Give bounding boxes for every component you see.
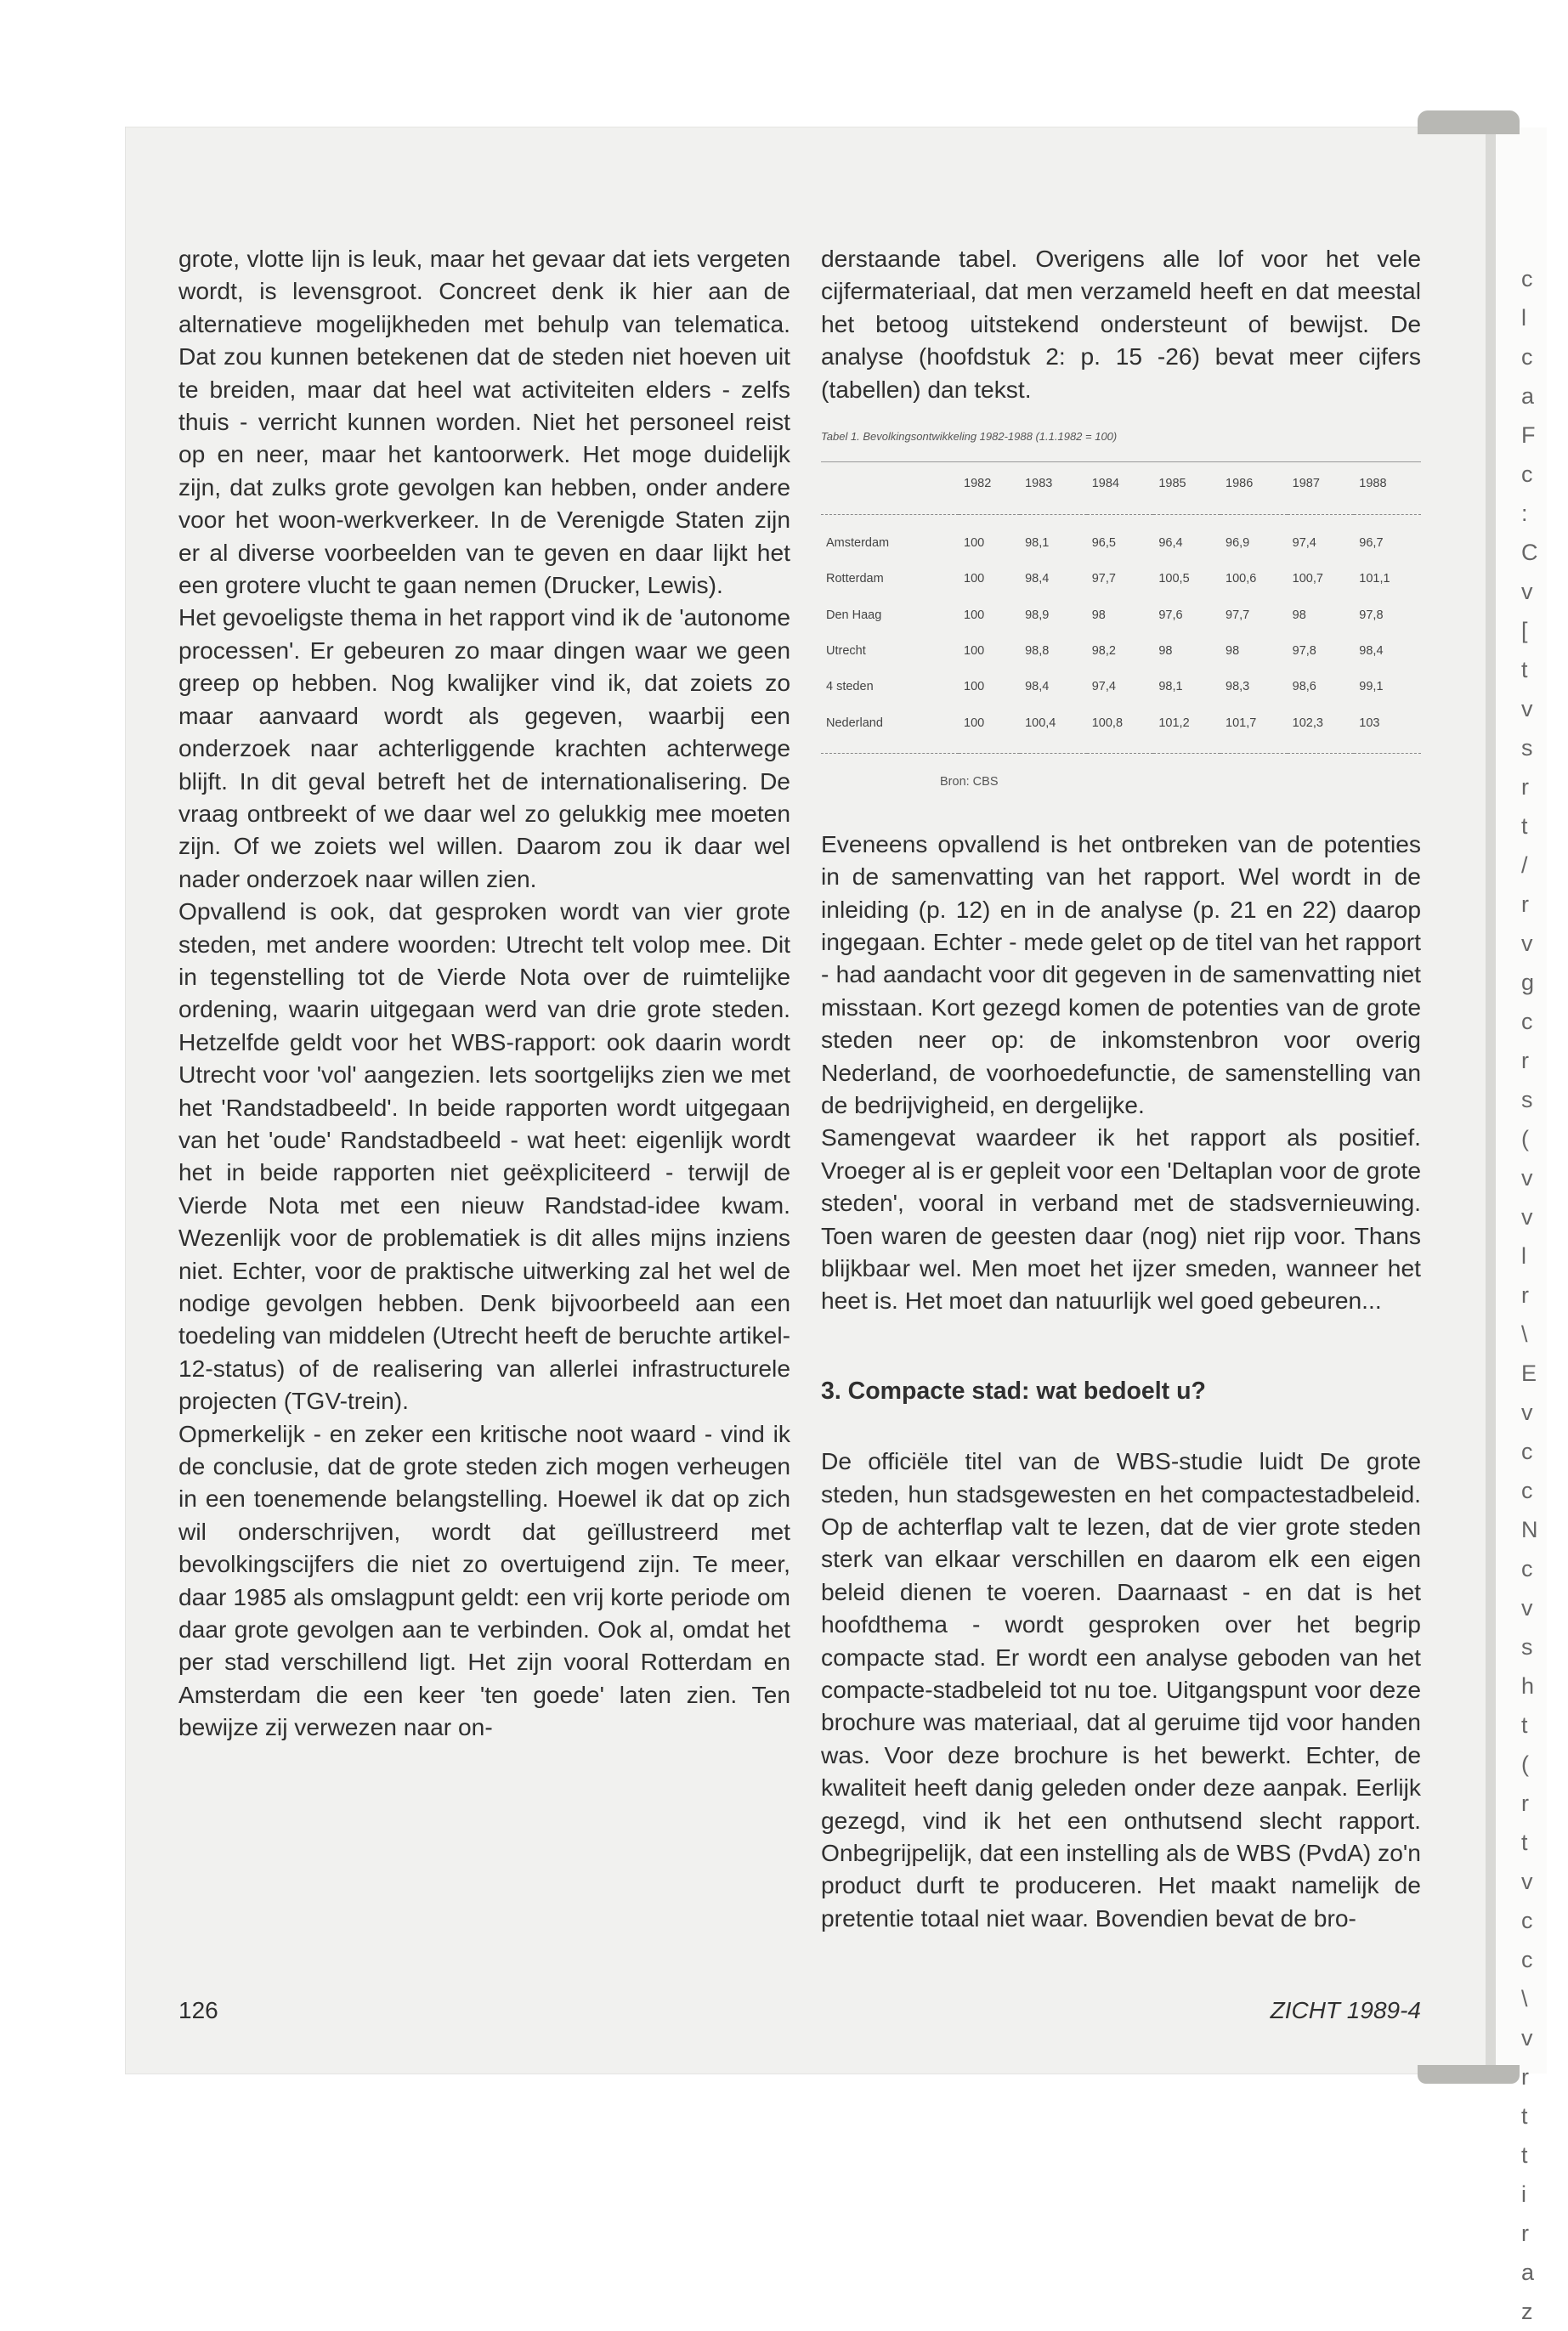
table-cell: 98 (1091, 608, 1106, 622)
margin-letter: r (1521, 2221, 1529, 2246)
margin-letter: t (1521, 2142, 1528, 2168)
table-cell: 102,3 (1288, 705, 1355, 754)
table-cell: Nederland (821, 705, 959, 754)
table-cell: 98,2 (1091, 644, 1116, 659)
table-cell: 98,3 (1226, 680, 1250, 694)
next-page-margin-text (1521, 259, 1538, 2331)
margin-letter: v (1521, 1869, 1533, 1894)
margin-letter: v (1521, 1400, 1533, 1425)
margin-letter: c (1521, 344, 1533, 370)
table-cell: Utrecht (826, 644, 866, 659)
margin-letter: r (1521, 2064, 1529, 2090)
table-row (821, 705, 1421, 754)
margin-letter: ( (1521, 1126, 1529, 1151)
margin-letter: c (1521, 1478, 1533, 1503)
table-cell: 100,5 (1158, 572, 1190, 586)
margin-letter: s (1521, 735, 1533, 761)
margin-letter: l (1521, 305, 1526, 331)
margin-letter: r (1521, 1791, 1529, 1816)
table-cell: 98 (1292, 608, 1306, 622)
table-header-cell (821, 462, 959, 514)
margin-letter: t (1521, 1830, 1528, 1855)
paragraph: Opmerkelijk - en zeker een kritische noot waard - vind ik de conclusie, dat de grote steden zich mogen verheugen in een toenemende belangstelling. Hoewel ik dat op zich wil onderschrijven, wordt dat geïllustreerd met bevolkingscijfers die niet zo overtuigend zijn. Te meer, daar 1985 als omslagpunt geldt: een vrij korte periode om daar grote gevolgen aan te verbinden. Ook al, omdat het per stad verschillend ligt. Het zijn vooral Rotterdam en Amsterdam die een keer 'ten goede' laten zien. Ten bewijze zij verwezen naar on- (178, 1419, 790, 1741)
margin-letter: \ (1521, 1986, 1528, 2011)
table-cell: 101,7 (1220, 705, 1288, 754)
margin-letter: v (1521, 2025, 1533, 2051)
table-cell: 4 steden (826, 680, 874, 694)
table-cell: 100 (964, 608, 985, 622)
margin-letter: c (1521, 1439, 1533, 1464)
running-footer: ZICHT 1989-4 (1270, 1997, 1421, 2023)
table-cell: 100 (964, 572, 985, 586)
margin-letter: v (1521, 1204, 1533, 1230)
table-header-cell: 1984 (1087, 462, 1154, 514)
table-row (821, 514, 1421, 561)
table-cell: 100,8 (1087, 705, 1154, 754)
margin-letter: c (1521, 1908, 1533, 1933)
paragraph: Samengevat waardeer ik het rapport als positief. Vroeger al is er gepleit voor een 'Deltaplan voor de grote steden', vooral in verband met de stadsvernieuwing. Toen waren de geesten daar (nog) niet rijp voor. Thans blijkbaar wel. Men moet het ijzer smeden, wanneer het heet is. Het moet dan natuurlijk wel goed gebeuren... (821, 1123, 1421, 1315)
table-cell: 97,7 (1091, 572, 1116, 586)
table-cell: 100,7 (1292, 572, 1323, 586)
table-cell: 100 (964, 680, 985, 694)
margin-letter: c (1521, 1009, 1533, 1034)
margin-letter: / (1521, 852, 1528, 878)
table-cell: 99,1 (1359, 680, 1384, 694)
margin-letter: t (1521, 2103, 1528, 2129)
table-cell: 101,2 (1153, 705, 1220, 754)
paragraph: Eveneens opvallend is het ontbreken van de potenties in de samenvatting van het rapport. Wel wordt in de inleiding (p. 12) en in de analyse (p. 21 en 22) daarop ingegaan. Echter - mede gelet op de titel van het rapport - had aandacht voor dit gegeven in de samenvatting niet misstaan. Kort gezegd komen de potenties van de grote steden neer op: de inkomstenbron voor overig Nederland, de voorhoedefunctie, de samenstelling van de bedrijvigheid, en dergelijke. (821, 829, 1421, 1118)
table-cell: 96,4 (1158, 535, 1183, 550)
table-cell: Rotterdam (826, 572, 884, 586)
table-row (821, 597, 1421, 633)
table-cell: 100 (964, 535, 985, 550)
binding-bottom (1418, 2065, 1520, 2084)
table-cell: 98,4 (1025, 572, 1050, 586)
margin-letter: a (1521, 383, 1535, 409)
table-cell: 98,1 (1158, 680, 1183, 694)
margin-letter: v (1521, 931, 1533, 956)
margin-letter: r (1521, 1282, 1529, 1308)
margin-letter: r (1521, 1048, 1529, 1073)
table-header-cell: 1987 (1288, 462, 1355, 514)
right-column (821, 242, 1421, 1934)
table-header-row (821, 462, 1421, 514)
population-table (821, 461, 1421, 754)
section-heading: 3. Compacte stad: wat bedoelt u? (821, 1377, 1206, 1405)
table-cell: 103 (1354, 705, 1421, 754)
margin-letter: F (1521, 422, 1536, 448)
table-cell: 98 (1158, 644, 1173, 659)
table-row (821, 633, 1421, 669)
table-cell: 98 (1226, 644, 1240, 659)
table-cell: Den Haag (826, 608, 882, 622)
table-header-cell: 1982 (959, 462, 1020, 514)
table-cell: 98,4 (1359, 644, 1384, 659)
table-cell: 100 (959, 705, 1020, 754)
margin-letter: i (1521, 2181, 1526, 2207)
binding-top (1418, 110, 1520, 134)
margin-letter: v (1521, 579, 1533, 604)
table-cell: 97,7 (1226, 608, 1250, 622)
table-cell: 100,6 (1226, 572, 1257, 586)
margin-letter: r (1521, 774, 1529, 800)
table-row (821, 561, 1421, 597)
table-cell: 100 (964, 644, 985, 659)
table-cell: 100,4 (1020, 705, 1087, 754)
margin-letter: s (1521, 1087, 1533, 1112)
margin-letter: v (1521, 1595, 1533, 1621)
margin-letter: c (1521, 1947, 1533, 1972)
table-cell: 96,9 (1226, 535, 1250, 550)
table-cell: 98,6 (1292, 680, 1316, 694)
page-edge (1486, 127, 1496, 2074)
paragraph: Opvallend is ook, dat gesproken wordt van vier grote steden, met andere woorden: Utrecht telt volop mee. Dit in tegenstelling tot de Vierde Nota over de ruimtelijke ordening, waarin uitgegaan werd van drie grote steden. Hetzelfde geldt voor het WBS-rapport: ook daarin wordt Utrecht voor 'vol' aangezien. Iets soortgelijks zien we met het 'Randstadbeeld'. In beide rapporten wordt uitgegaan van het 'oude' Randstadbeeld - wat heet: eigenlijk wordt het in beide rapporten niet geëxpliciteerd - terwijl de Vierde Nota met een nieuw Randstad-idee kwam. Wezenlijk voor de problematiek is dit alles mijns inziens niet. Echter, voor de praktische uitwerking zal het wel de nodige gevolgen hebben. Denk bijvoorbeeld aan een toedeling van middelen (Utrecht heeft de beruchte artikel-12-status) of de realisering van allerlei infrastructurele projecten (TGV-trein). (178, 897, 790, 1415)
table-cell: 96,7 (1359, 535, 1384, 550)
margin-letter: t (1521, 813, 1528, 839)
margin-letter: c (1521, 1556, 1533, 1581)
table-cell: 97,8 (1292, 644, 1316, 659)
table-cell: 97,6 (1158, 608, 1183, 622)
paragraph: De officiële titel van de WBS-studie luidt De grote steden, hun stadsgewesten en het compactestadbeleid. Op de achterflap valt te lezen, dat de vier grote steden sterk van elkaar verschillen en daarom elk een eigen beleid dienen te voeren. Daarnaast - en dat is het hoofdthema - wordt gesproken over het begrip compacte stad. Er wordt een analyse geboden van het compacte-stadbeleid tot nu toe. Uitgangspunt voor deze brochure was materiaal, dat al geruime tijd voor handen was. Voor deze brochure is het bewerkt. Echter, de kwaliteit heeft danig geleden onder deze aanpak. Eerlijk gezegd, vind ik het een onthutsend slecht rapport. Onbegrijpelijk, dat een instelling als de WBS (PvdA) zo'n product durft te produceren. Het maakt namelijk de pretentie totaal niet waar. Bovendien bevat de bro- (821, 1447, 1421, 1932)
margin-letter: N (1521, 1517, 1538, 1542)
table-cell: 98,4 (1025, 680, 1050, 694)
table-cell: 98,8 (1025, 644, 1050, 659)
margin-letter: C (1521, 540, 1538, 565)
margin-letter: : (1521, 501, 1528, 526)
margin-letter: ( (1521, 1751, 1529, 1777)
page-number: 126 (178, 1997, 218, 2023)
margin-letter: E (1521, 1361, 1537, 1386)
table-cell: 98,9 (1025, 608, 1050, 622)
margin-letter: [ (1521, 618, 1528, 643)
table-row (821, 669, 1421, 704)
table-cell: 97,4 (1292, 535, 1316, 550)
table-cell: 101,1 (1359, 572, 1390, 586)
table-cell: Amsterdam (826, 535, 890, 550)
table-header-cell: 1988 (1354, 462, 1421, 514)
margin-letter: t (1521, 1712, 1528, 1738)
margin-letter: a (1521, 2260, 1535, 2285)
paragraph: grote, vlotte lijn is leuk, maar het gevaar dat iets vergeten wordt, is levensgroot. Concreet denk ik hier aan de alternatieve mogelijkheden met behulp van telematica. Dat zou kunnen betekenen dat de steden niet hoeven uit te breiden, maar dat heel wat activiteiten elders - zelfs thuis - verricht kunnen worden. Niet het personeel reist op en neer, maar het kantoorwerk. Het moge duidelijk zijn, dat zulks grote gevolgen kan hebben, onder andere voor het woon-werkverkeer. In de Verenigde Staten zijn er al diverse voorbeelden van te geven en daar lijkt het een grotere vlucht te gaan nemen (Drucker, Lewis). (178, 245, 790, 599)
margin-letter: c (1521, 266, 1533, 291)
margin-letter: v (1521, 696, 1533, 721)
margin-letter: z (1521, 2299, 1533, 2324)
table-cell: 98,1 (1025, 535, 1050, 550)
table-cell: 97,4 (1091, 680, 1116, 694)
table-source: Bron: CBS (940, 775, 999, 789)
margin-letter: l (1521, 1243, 1526, 1269)
table-cell: 96,5 (1091, 535, 1116, 550)
margin-letter: c (1521, 461, 1533, 487)
table-header-cell: 1983 (1020, 462, 1087, 514)
left-column (178, 242, 790, 1744)
margin-letter: \ (1521, 1321, 1528, 1347)
margin-letter: r (1521, 891, 1529, 917)
table-header-cell: 1986 (1220, 462, 1288, 514)
margin-letter: v (1521, 1165, 1533, 1191)
table-caption: Tabel 1. Bevolkingsontwikkeling 1982-1988 (1.1.1982 = 100) (821, 430, 1118, 444)
margin-letter: g (1521, 970, 1535, 995)
margin-letter: t (1521, 657, 1528, 682)
margin-letter: s (1521, 1634, 1533, 1660)
paragraph: Het gevoeligste thema in het rapport vind ik de 'autonome processen'. Er gebeuren zo maar dingen waar we geen greep op hebben. Nog kwalijker vind ik, dat zoiets zo maar aanvaard wordt als gegeven, waarbij een onderzoek naar achterliggende krachten achterwege blijft. In dit geval betreft het de internationalisering. De vraag ontbreekt of we daar wel zo gelukkig mee moeten zijn. Of we zoiets wel willen. Daarom zou ik daar wel nader onderzoek naar willen zien. (178, 603, 790, 892)
paragraph: derstaande tabel. Overigens alle lof voor het vele cijfermateriaal, dat men verzameld heeft en dat meestal het betoog uitstekend ondersteunt of bewijst. De analyse (hoofdstuk 2: p. 15 -26) bevat meer cijfers (tabellen) dan tekst. (821, 245, 1421, 403)
margin-letter: h (1521, 1673, 1535, 1699)
table-header-cell: 1985 (1153, 462, 1220, 514)
table-cell: 97,8 (1359, 608, 1384, 622)
